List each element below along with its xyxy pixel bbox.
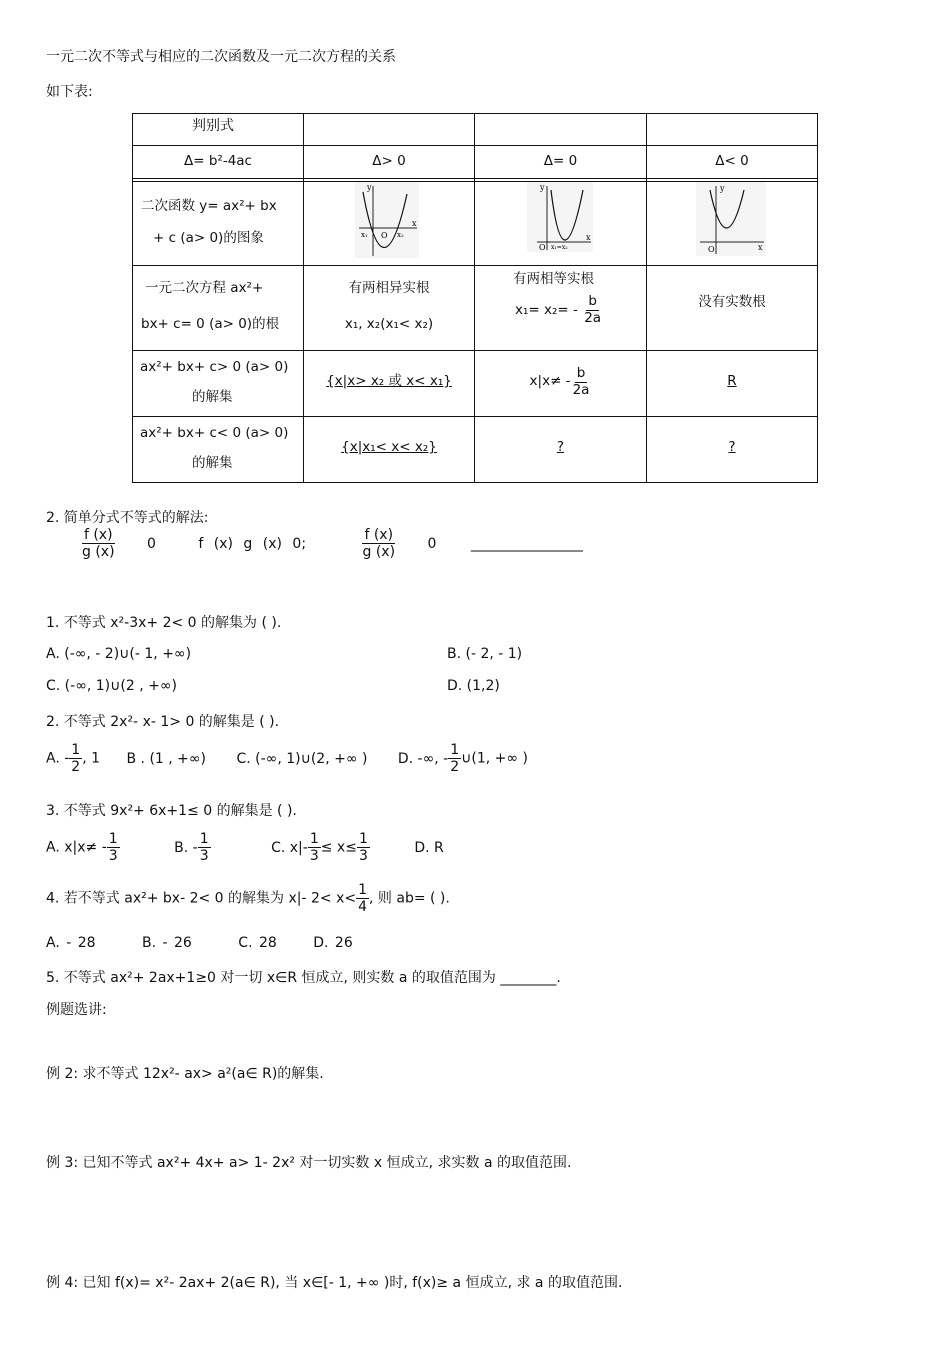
- header-label: 判别式: [192, 118, 234, 134]
- question-2-stem: 2. 不等式 2x²- x- 1> 0 的解集是 ( ).: [46, 714, 280, 730]
- gt-solution-two-roots: {x|x> x₂ 或 x< x₁}: [326, 373, 452, 390]
- question-1-option-d: D. (1,2): [447, 678, 500, 694]
- svg-text:O: O: [381, 231, 388, 240]
- parabola-two-roots-graph: [355, 182, 419, 258]
- example-3: 例 3: 已知不等式 ax²+ 4x+ a> 1- 2x² 对一切实数 x 恒成立, 求实数 a 的取值范围.: [46, 1155, 572, 1171]
- svg-text:x: x: [758, 243, 763, 252]
- equal-roots: 有两相等实根 x₁= x₂= - $\frac{b}{2a}$: [513, 271, 602, 326]
- question-1-option-c: C. (-∞, 1)∪(2 , +∞): [46, 678, 177, 694]
- gt-row-label: ax²+ bx+ c> 0 (a> 0) 的解集: [140, 359, 289, 405]
- delta-zero: Δ= 0: [543, 153, 578, 170]
- delta-negative: Δ< 0: [715, 153, 749, 170]
- question-3-stem: 3. 不等式 9x²+ 6x+1≤ 0 的解集是 ( ).: [46, 803, 297, 819]
- relation-table: [0, 0, 950, 490]
- examples-title: 例题选讲:: [46, 1002, 107, 1018]
- svg-text:x₂: x₂: [397, 231, 404, 239]
- example-2: 例 2: 求不等式 12x²- ax> a²(a∈ R)的解集.: [46, 1066, 324, 1082]
- svg-text:x₁: x₁: [361, 231, 368, 239]
- question-2-options: A. - $\frac{1}{2}$ , 1 B . (1 , +∞) C. (-∞, 1)∪(2, +∞ ) D. -∞, - $\frac{1}{2}$ ∪(1, +∞ ): [46, 742, 528, 776]
- svg-text:y: y: [720, 184, 725, 193]
- intro-text: 如下表:: [46, 84, 93, 100]
- example-4: 例 4: 已知 f(x)= x²- 2ax+ 2(a∈ R), 当 x∈[- 1, +∞ )时, f(x)≥ a 恒成立, 求 a 的取值范围.: [46, 1275, 623, 1291]
- svg-text:x: x: [412, 219, 417, 228]
- question-3-options: A. x|x≠ - $\frac{1}{3}$ B. - $\frac{1}{3}$ C. x|- $\frac{1}{3}$ ≤ x≤ $\frac{1}{3}$ D. R: [46, 831, 444, 865]
- svg-text:y: y: [367, 183, 372, 192]
- lt-solution-two-roots: {x|x₁< x< x₂}: [341, 439, 437, 456]
- two-distinct-roots: 有两相异实根 x₁, x₂(x₁< x₂): [344, 280, 434, 332]
- fraction-2: $\frac{f (x)}{g (x)}$: [362, 527, 396, 561]
- question-1-option-b: B. (- 2, - 1): [447, 646, 523, 662]
- svg-text:x₁=x₂: x₁=x₂: [551, 244, 568, 251]
- question-1-stem: 1. 不等式 x²-3x+ 2< 0 的解集为 ( ).: [46, 615, 282, 631]
- parabola-equal-roots-graph: [527, 182, 593, 252]
- fraction-inequality-row: $\frac{f (x)}{g (x)}$ 0 f (x) g (x) 0; $\frac{f (x)}{g (x)}$ 0 ________________: [82, 527, 583, 561]
- graph-row-label: 二次函数 y= ax²+ bx + c (a> 0)的图象: [141, 198, 277, 246]
- delta-definition: Δ= b²-4ac: [184, 153, 252, 170]
- section2-title: 2. 简单分式不等式的解法:: [46, 510, 209, 526]
- fraction-1: $\frac{f (x)}{g (x)}$: [82, 527, 115, 561]
- question-1-option-a: A. (-∞, - 2)∪(- 1, +∞): [46, 646, 192, 662]
- parabola-no-roots-graph: [696, 182, 766, 256]
- lt-solution-no-roots: ?: [728, 439, 736, 456]
- roots-row-label: 一元二次方程 ax²+ bx+ c= 0 (a> 0)的根: [141, 280, 280, 332]
- svg-text:y: y: [540, 183, 545, 192]
- lt-row-label: ax²+ bx+ c< 0 (a> 0) 的解集: [140, 425, 289, 471]
- delta-positive: Δ> 0: [372, 153, 406, 170]
- question-4-options: A. - 28 B. - 26 C. 28 D. 26: [46, 935, 353, 951]
- svg-text:O: O: [708, 245, 715, 254]
- page-title: 一元二次不等式与相应的二次函数及一元二次方程的关系: [46, 49, 396, 65]
- no-real-roots: 没有实数根: [698, 294, 766, 311]
- gt-solution-equal-roots: x|x≠ - $\frac{b}{2a}$: [529, 364, 590, 398]
- question-5-stem: 5. 不等式 ax²+ 2ax+1≥0 对一切 x∈R 恒成立, 则实数 a 的取值范围为 ________.: [46, 970, 561, 986]
- svg-text:O: O: [539, 243, 546, 252]
- gt-solution-no-roots: R: [727, 373, 737, 390]
- svg-text:x: x: [586, 233, 591, 242]
- lt-solution-equal-roots: ?: [556, 439, 565, 456]
- question-4-stem: 4. 若不等式 ax²+ bx- 2< 0 的解集为 x|- 2< x< $\frac{1}{4}$ , 则 ab= ( ).: [46, 882, 450, 916]
